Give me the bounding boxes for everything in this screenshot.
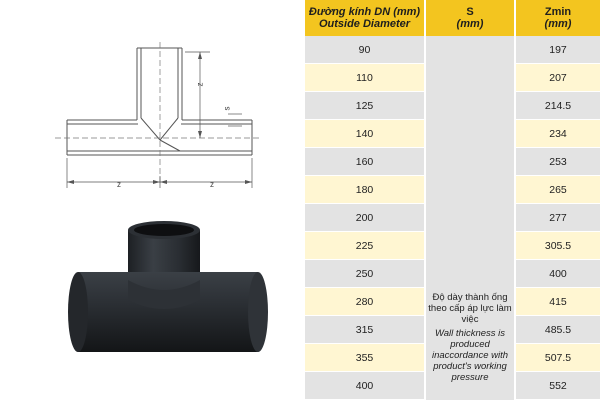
table-row-zmin: 552: [516, 372, 600, 399]
table-row-dn: 250: [305, 260, 424, 287]
header-outside-diameter: [305, 0, 424, 36]
header-zmin-unit: (mm): [544, 18, 572, 30]
z-label: z: [195, 82, 205, 87]
note-en: Wall thickness is produced inaccordance with product's working pressure: [431, 328, 509, 383]
table-row-zmin: 305.5: [516, 232, 600, 259]
table-row-dn: 110: [305, 64, 424, 91]
table-row-zmin: 507.5: [516, 344, 600, 371]
table-row-dn: 180: [305, 176, 424, 203]
z-label-right: z: [210, 180, 214, 189]
header-s-label: S: [466, 6, 474, 18]
table-row-zmin: 400: [516, 260, 600, 287]
header-s-unit: (mm): [456, 18, 484, 30]
table-row-dn: 160: [305, 148, 424, 175]
header-zmin-label: Zmin: [544, 6, 572, 18]
table-row-zmin: 234: [516, 120, 600, 147]
header-dn-vi: Đường kính DN (mm): [308, 6, 421, 18]
table-row-zmin: 265: [516, 176, 600, 203]
table-row-dn: 125: [305, 92, 424, 119]
table-row-dn: 400: [305, 372, 424, 399]
note-vi: Độ dày thành ống theo cấp áp lực làm việc: [428, 292, 512, 325]
table-row-zmin: 415: [516, 288, 600, 315]
table-row-dn: 355: [305, 344, 424, 371]
table-row-zmin: 485.5: [516, 316, 600, 343]
header-dn-en: Outside Diameter: [318, 18, 411, 30]
dimension-table: [305, 0, 600, 400]
table-row-dn: 280: [305, 288, 424, 315]
tee-photo: [68, 221, 268, 352]
table-row-dn: 315: [305, 316, 424, 343]
table-row-zmin: 207: [516, 64, 600, 91]
table-row-dn: 90: [305, 36, 424, 63]
table-row-dn: 140: [305, 120, 424, 147]
z-label-left: z: [117, 180, 121, 189]
wall-thickness-note: [426, 292, 514, 383]
header-zmin: [516, 0, 600, 36]
header-s: [426, 0, 514, 36]
table-row-zmin: 253: [516, 148, 600, 175]
table-row-zmin: 197: [516, 36, 600, 63]
tee-technical-drawing: [0, 0, 300, 400]
product-illustration: [0, 0, 300, 400]
s-label: s: [222, 106, 232, 111]
table-row-zmin: 277: [516, 204, 600, 231]
table-row-dn: 200: [305, 204, 424, 231]
table-row-dn: 225: [305, 232, 424, 259]
table-row-zmin: 214.5: [516, 92, 600, 119]
